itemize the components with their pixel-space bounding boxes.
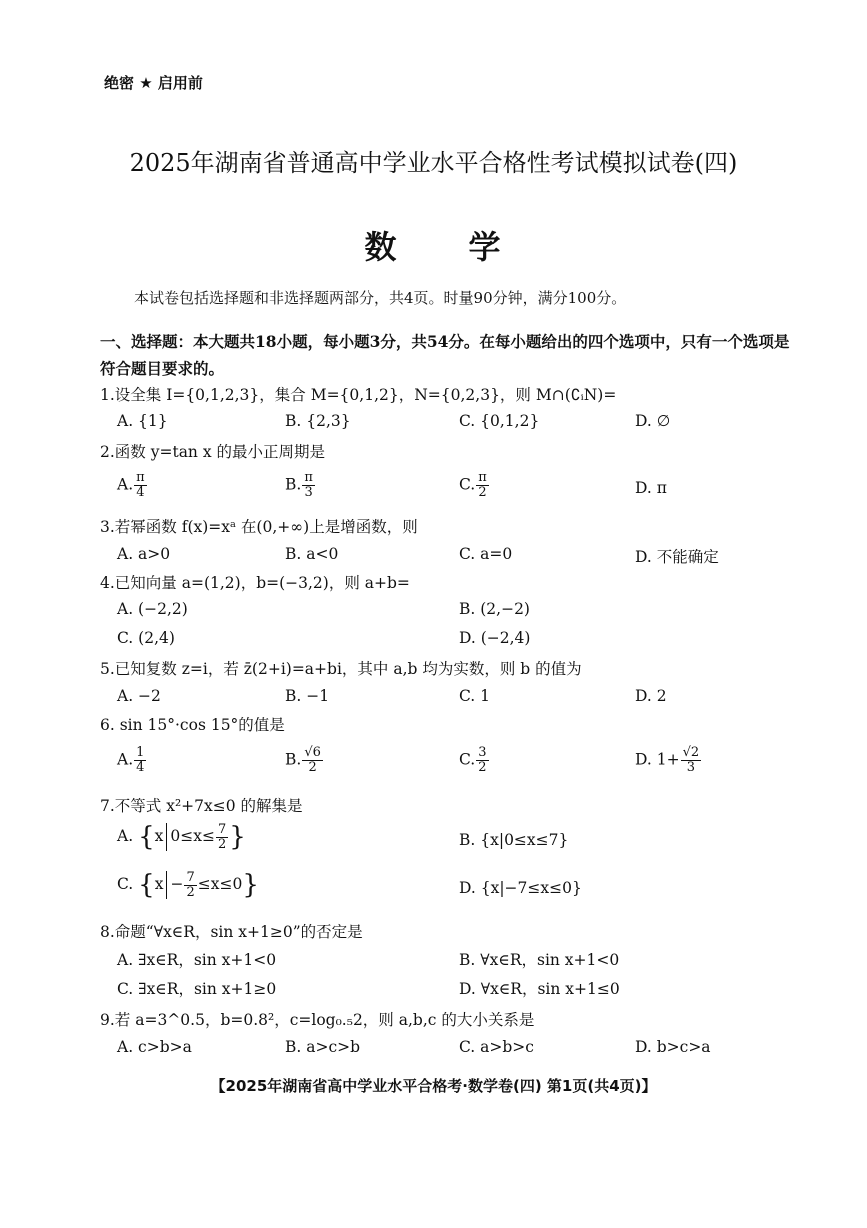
q8-option-a: A. ∃x∈R，sin x+1<0	[117, 951, 277, 969]
q4-option-a: A. (−2,2)	[117, 600, 188, 618]
q5-option-c: C. 1	[459, 687, 491, 705]
q3-option-c: C. a=0	[459, 545, 513, 563]
question-7-stem: 7.不等式 x²+7x≤0 的解集是	[100, 797, 303, 815]
q6-d-fraction: $\frac{√2}{3}$	[682, 745, 700, 775]
q2-option-a: A. $\frac{\pi}{4}$	[117, 470, 145, 500]
section-heading: 一、选择题：本大题共18小题，每小题3分，共54分。在每小题给出的四个选项中，只有一个选项是符合题目要求的。	[100, 332, 790, 378]
q8-option-d: D. ∀x∈R，sin x+1≤0	[459, 980, 620, 998]
q6-a-fraction: $\frac{1}{4}$	[136, 745, 145, 775]
q2-option-d: D. π	[635, 479, 667, 497]
q7-option-c: C. {x − $\frac{7}{2}$ ≤x≤0}	[117, 869, 259, 900]
question-5-stem: 5.已知复数 z=i，若 z̄(2+i)=a+bi，其中 a,b 均为实数，则 b 的值为	[100, 660, 582, 678]
q2-a-fraction: $\frac{\pi}{4}$	[136, 470, 145, 500]
q3-option-d: D. 不能确定	[635, 548, 719, 566]
subject-char-2: 学	[468, 228, 503, 266]
q5-option-a: A. −2	[117, 687, 161, 705]
question-3-stem: 3.若幂函数 f(x)=xᵃ 在(0,+∞)上是增函数，则	[100, 518, 418, 536]
q7-option-d: D. {x|−7≤x≤0}	[459, 879, 582, 897]
q9-option-c: C. a>b>c	[459, 1038, 534, 1056]
q3-option-b: B. a<0	[285, 545, 339, 563]
q4-option-c: C. (2,4)	[117, 629, 175, 647]
q8-option-b: B. ∀x∈R，sin x+1<0	[459, 951, 620, 969]
page-footer: 【2025年湖南省高中学业水平合格考·数学卷(四) 第1页(共4页)】	[210, 1077, 657, 1095]
question-6-stem: 6. sin 15°·cos 15°的值是	[100, 716, 285, 734]
q4-option-b: B. (2,−2)	[459, 600, 530, 618]
subject-char-1: 数	[364, 228, 399, 266]
question-4-stem: 4.已知向量 a=(1,2)，b=(−3,2)，则 a+b=	[100, 574, 410, 592]
q2-option-b: B. $\frac{\pi}{3}$	[285, 470, 313, 500]
subject-title	[0, 222, 867, 268]
q6-option-b: B. $\frac{√6}{2}$	[285, 745, 321, 775]
q2-c-fraction: $\frac{\pi}{2}$	[478, 470, 487, 500]
q4-option-d: D. (−2,4)	[459, 629, 531, 647]
q7-option-a: A. {x 0≤x≤ $\frac{7}{2}$ }	[117, 821, 246, 852]
q6-option-c: C. $\frac{3}{2}$	[459, 745, 487, 775]
q2-option-c: C. $\frac{\pi}{2}$	[459, 470, 487, 500]
q6-b-fraction: $\frac{√6}{2}$	[304, 745, 321, 775]
q5-option-d: D. 2	[635, 687, 667, 705]
q1-option-b: B. {2,3}	[285, 412, 351, 430]
q1-option-d: D. ∅	[635, 412, 671, 430]
q6-option-a: A. $\frac{1}{4}$	[117, 745, 145, 775]
q9-option-a: A. c>b>a	[117, 1038, 192, 1056]
q9-option-b: B. a>c>b	[285, 1038, 361, 1056]
q7-option-b: B. {x|0≤x≤7}	[459, 831, 569, 849]
question-8-stem: 8.命题“∀x∈R，sin x+1≥0”的否定是	[100, 923, 363, 941]
q8-option-c: C. ∃x∈R，sin x+1≥0	[117, 980, 277, 998]
confidential-label: 绝密 ★ 启用前	[104, 74, 203, 92]
q1-option-c: C. {0,1,2}	[459, 412, 540, 430]
q5-option-b: B. −1	[285, 687, 330, 705]
q9-option-d: D. b>c>a	[635, 1038, 711, 1056]
question-2-stem: 2.函数 y=tan x 的最小正周期是	[100, 443, 326, 461]
question-1-stem: 1.设全集 I={0,1,2,3}，集合 M={0,1,2}，N={0,2,3}，则 M∩(∁ᵢN)=	[100, 386, 617, 404]
q6-option-d: D. 1+ $\frac{√2}{3}$	[635, 745, 700, 775]
exam-instructions: 本试卷包括选择题和非选择题两部分，共4页。时量90分钟，满分100分。	[134, 289, 627, 307]
exam-title: 2025年湖南省普通高中学业水平合格性考试模拟试卷(四)	[129, 149, 738, 177]
q1-option-a: A. {1}	[117, 412, 168, 430]
q6-c-fraction: $\frac{3}{2}$	[478, 745, 487, 775]
question-9-stem: 9.若 a=3^0.5，b=0.8²，c=log₀.₅2，则 a,b,c 的大小关系是	[100, 1011, 535, 1029]
q3-option-a: A. a>0	[117, 545, 171, 563]
q2-b-fraction: $\frac{\pi}{3}$	[304, 470, 313, 500]
